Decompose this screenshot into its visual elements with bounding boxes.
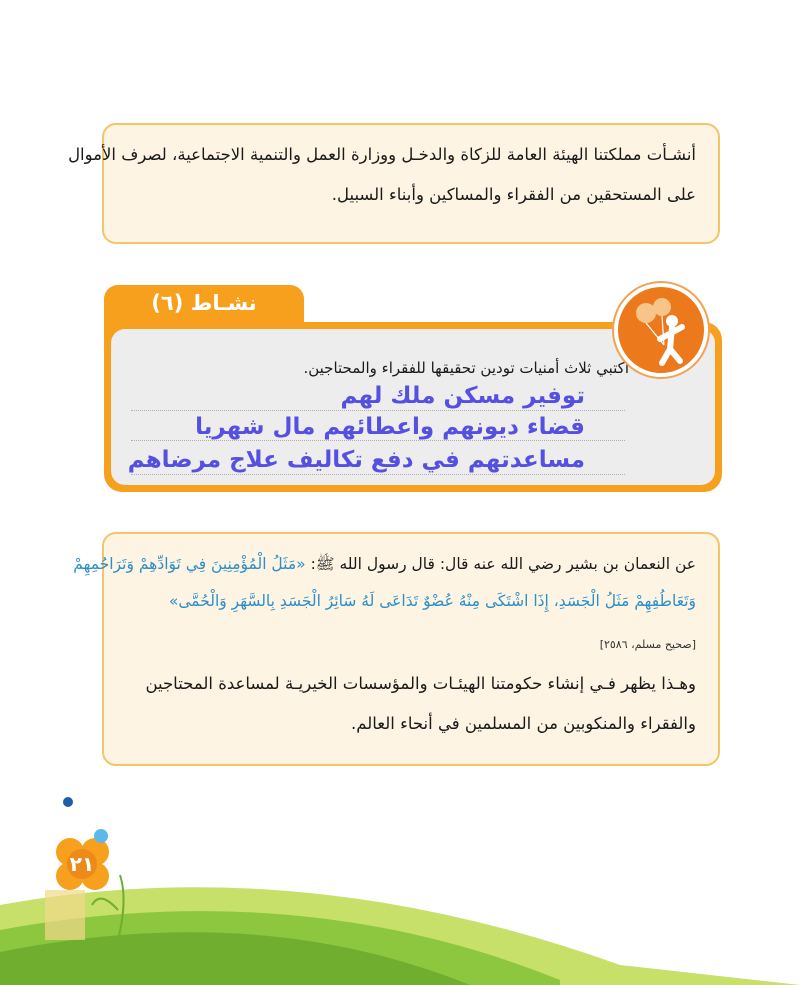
hadith-line-3: وهـذا يظهر فـي إنشاء حكومتنا الهيئـات والمؤسسات الخيريـة لمساعدة المحتاجين xyxy=(145,674,696,693)
hadith-text-1: «مَثَلُ الْمُؤْمِنِينَ فِي تَوَادِّهِمْ وَتَرَاحُمِهِمْ xyxy=(73,555,306,573)
flower-icon xyxy=(56,797,109,890)
answer-line-2 xyxy=(131,440,625,441)
hadith-line-4: والفقراء والمنكوبين من المسلمين في أنحاء العالم. xyxy=(351,714,696,733)
hadith-text-2: وَتَعَاطُفِهِمْ مَثَلُ الْجَسَدِ، إِذَا اشْتَكَى مِنْهُ عُضْوٌ تَدَاعَى لَهُ سَائِرُ الْجَسَدِ بِالسَّهَرِ وَالْحُمَّى» xyxy=(168,592,696,610)
answer-line-3 xyxy=(131,474,625,475)
info-line-2: على المستحقين من الفقراء والمساكين وأبناء السبيل. xyxy=(331,185,696,204)
answer-3: مساعدتهم في دفع تكاليف علاج مرضاهم xyxy=(127,447,585,473)
page-number: ٢١ xyxy=(69,852,95,876)
info-line-1: أنشـأت مملكتنا الهيئة العامة للزكاة والدخـل ووزارة العمل والتنمية الاجتماعية، لصرف الأموال xyxy=(68,145,696,164)
answer-line-1 xyxy=(131,410,625,411)
hadith-line-1 xyxy=(73,554,696,577)
bottom-decoration xyxy=(0,790,800,985)
answer-2: قضاء ديونهم واعطائهم مال شهريا xyxy=(195,414,585,440)
answer-1: توفير مسكن ملك لهم xyxy=(340,383,585,409)
balloon-figure-icon xyxy=(614,283,708,377)
activity-prompt: اكتبي ثلاث أمنيات تودين تحقيقها للفقراء والمحتاجين. xyxy=(303,359,629,377)
hadith-box xyxy=(73,532,720,766)
hadith-intro: عن النعمان بن بشير رضي الله عنه قال: قال رسول الله ﷺ: xyxy=(310,555,696,573)
hadith-source: [صحيح مسلم، ٢٥٨٦] xyxy=(599,638,696,651)
activity-title: نشـاط (٦) xyxy=(151,291,257,315)
info-box-zakat xyxy=(68,123,720,244)
